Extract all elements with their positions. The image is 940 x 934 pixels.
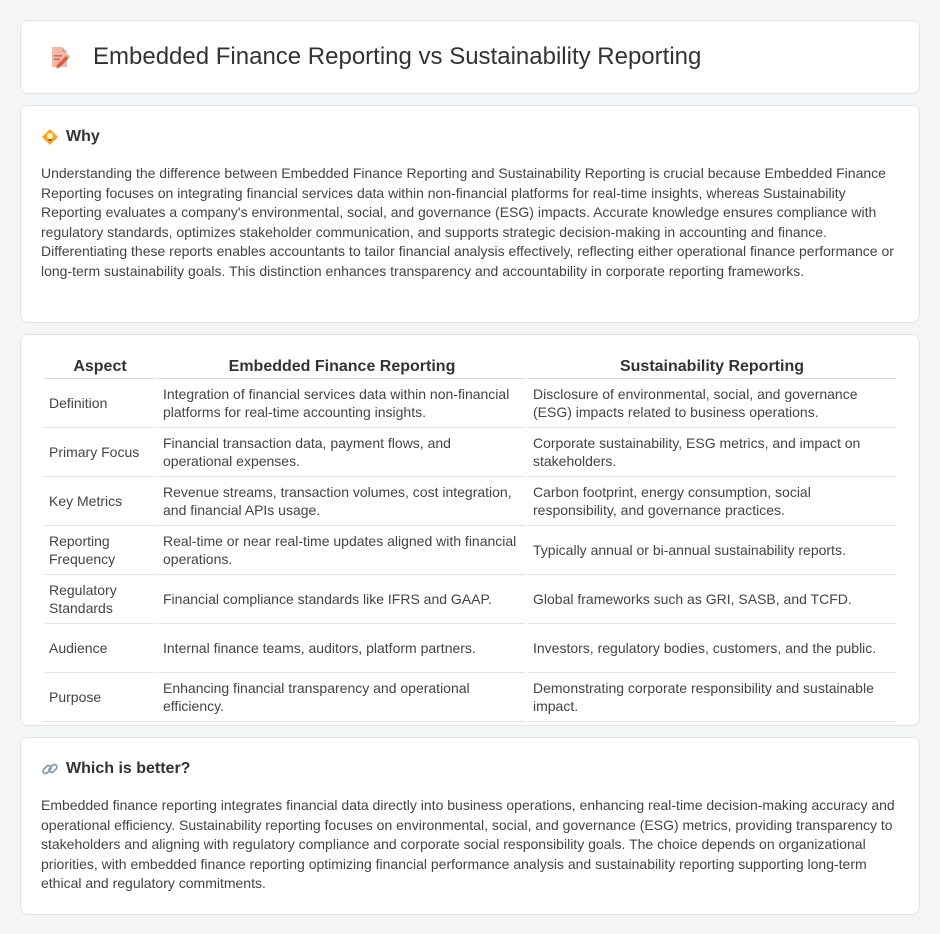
sustainability-cell: Global frameworks such as GRI, SASB, and TCFD. — [528, 575, 896, 624]
sustainability-cell: Carbon footprint, energy consumption, social responsibility, and governance practices. — [528, 477, 896, 526]
aspect-cell: Definition — [44, 379, 156, 428]
why-title: Why — [66, 128, 100, 145]
better-title: Which is better? — [66, 760, 191, 777]
aspect-cell: Purpose — [44, 673, 156, 722]
embedded-finance-cell: Financial transaction data, payment flows, and operational expenses. — [158, 428, 526, 477]
aspect-cell: Audience — [44, 624, 156, 673]
page-title: Embedded Finance Reporting vs Sustainability Reporting — [93, 43, 702, 70]
document-pencil-icon — [45, 43, 73, 71]
embedded-finance-cell: Internal finance teams, auditors, platform partners. — [158, 624, 526, 673]
embedded-finance-cell: Real-time or near real-time updates aligned with financial operations. — [158, 526, 526, 575]
why-text: Understanding the difference between Embedded Finance Reporting and Sustainability Reporting is crucial because Embedded Finance Reporting focuses on integrating financial services data within non-financial platforms for real-time insights, whereas Sustainability Reporting evaluates a company's environmental, social, and governance (ESG) impacts. Accurate knowledge ensures compliance with regulatory standards, optimizes stakeholder communication, and supports strategic decision-making in accounting and finance. Differentiating these reports enables accountants to tailor financial analysis effectively, reflecting either operational finance performance or long-term sustainability goals. This distinction enhances transparency and accountability in corporate reporting frameworks. — [41, 165, 894, 279]
table-row — [44, 575, 896, 624]
comparison-table-card — [20, 334, 920, 726]
sustainability-cell: Demonstrating corporate responsibility and sustainable impact. — [528, 673, 896, 722]
table-row — [44, 624, 896, 673]
why-heading — [41, 128, 899, 146]
sustainability-cell: Typically annual or bi-annual sustainability reports. — [528, 526, 896, 575]
aspect-cell: Key Metrics — [44, 477, 156, 526]
better-text: Embedded finance reporting integrates financial data directly into business operations, enhancing real-time decision-making accuracy and operational efficiency. Sustainability reporting focuses on environmental, social, and governance (ESG) metrics, providing transparency to stakeholders and aligning with regulatory compliance and corporate social responsibility goals. The choice depends on organizational priorities, with embedded finance reporting optimizing financial performance analysis and sustainability reporting supporting long-term ethical and regulatory commitments. — [41, 797, 895, 891]
why-section — [20, 105, 920, 323]
header-sustainability: Sustainability Reporting — [528, 355, 896, 379]
comparison-table — [42, 355, 898, 722]
which-is-better-section — [20, 737, 920, 915]
sustainability-cell: Disclosure of environmental, social, and governance (ESG) impacts related to business operations. — [528, 379, 896, 428]
table-row — [44, 477, 896, 526]
table-row — [44, 379, 896, 428]
aspect-cell: Regulatory Standards — [44, 575, 156, 624]
sustainability-cell: Investors, regulatory bodies, customers, and the public. — [528, 624, 896, 673]
link-icon — [41, 760, 59, 778]
header-aspect: Aspect — [44, 355, 156, 379]
sustainability-cell: Corporate sustainability, ESG metrics, and impact on stakeholders. — [528, 428, 896, 477]
embedded-finance-cell: Integration of financial services data within non-financial platforms for real-time accounting insights. — [158, 379, 526, 428]
table-row — [44, 428, 896, 477]
aspect-cell: Primary Focus — [44, 428, 156, 477]
embedded-finance-cell: Financial compliance standards like IFRS and GAAP. — [158, 575, 526, 624]
aspect-cell: Reporting Frequency — [44, 526, 156, 575]
table-row — [44, 526, 896, 575]
embedded-finance-cell: Revenue streams, transaction volumes, cost integration, and financial APIs usage. — [158, 477, 526, 526]
header-embedded-finance: Embedded Finance Reporting — [158, 355, 526, 379]
table-header-row — [44, 355, 896, 379]
table-row — [44, 673, 896, 722]
embedded-finance-cell: Enhancing financial transparency and operational efficiency. — [158, 673, 526, 722]
lightbulb-icon — [41, 128, 59, 146]
header-card — [20, 20, 920, 94]
better-heading — [41, 760, 899, 778]
